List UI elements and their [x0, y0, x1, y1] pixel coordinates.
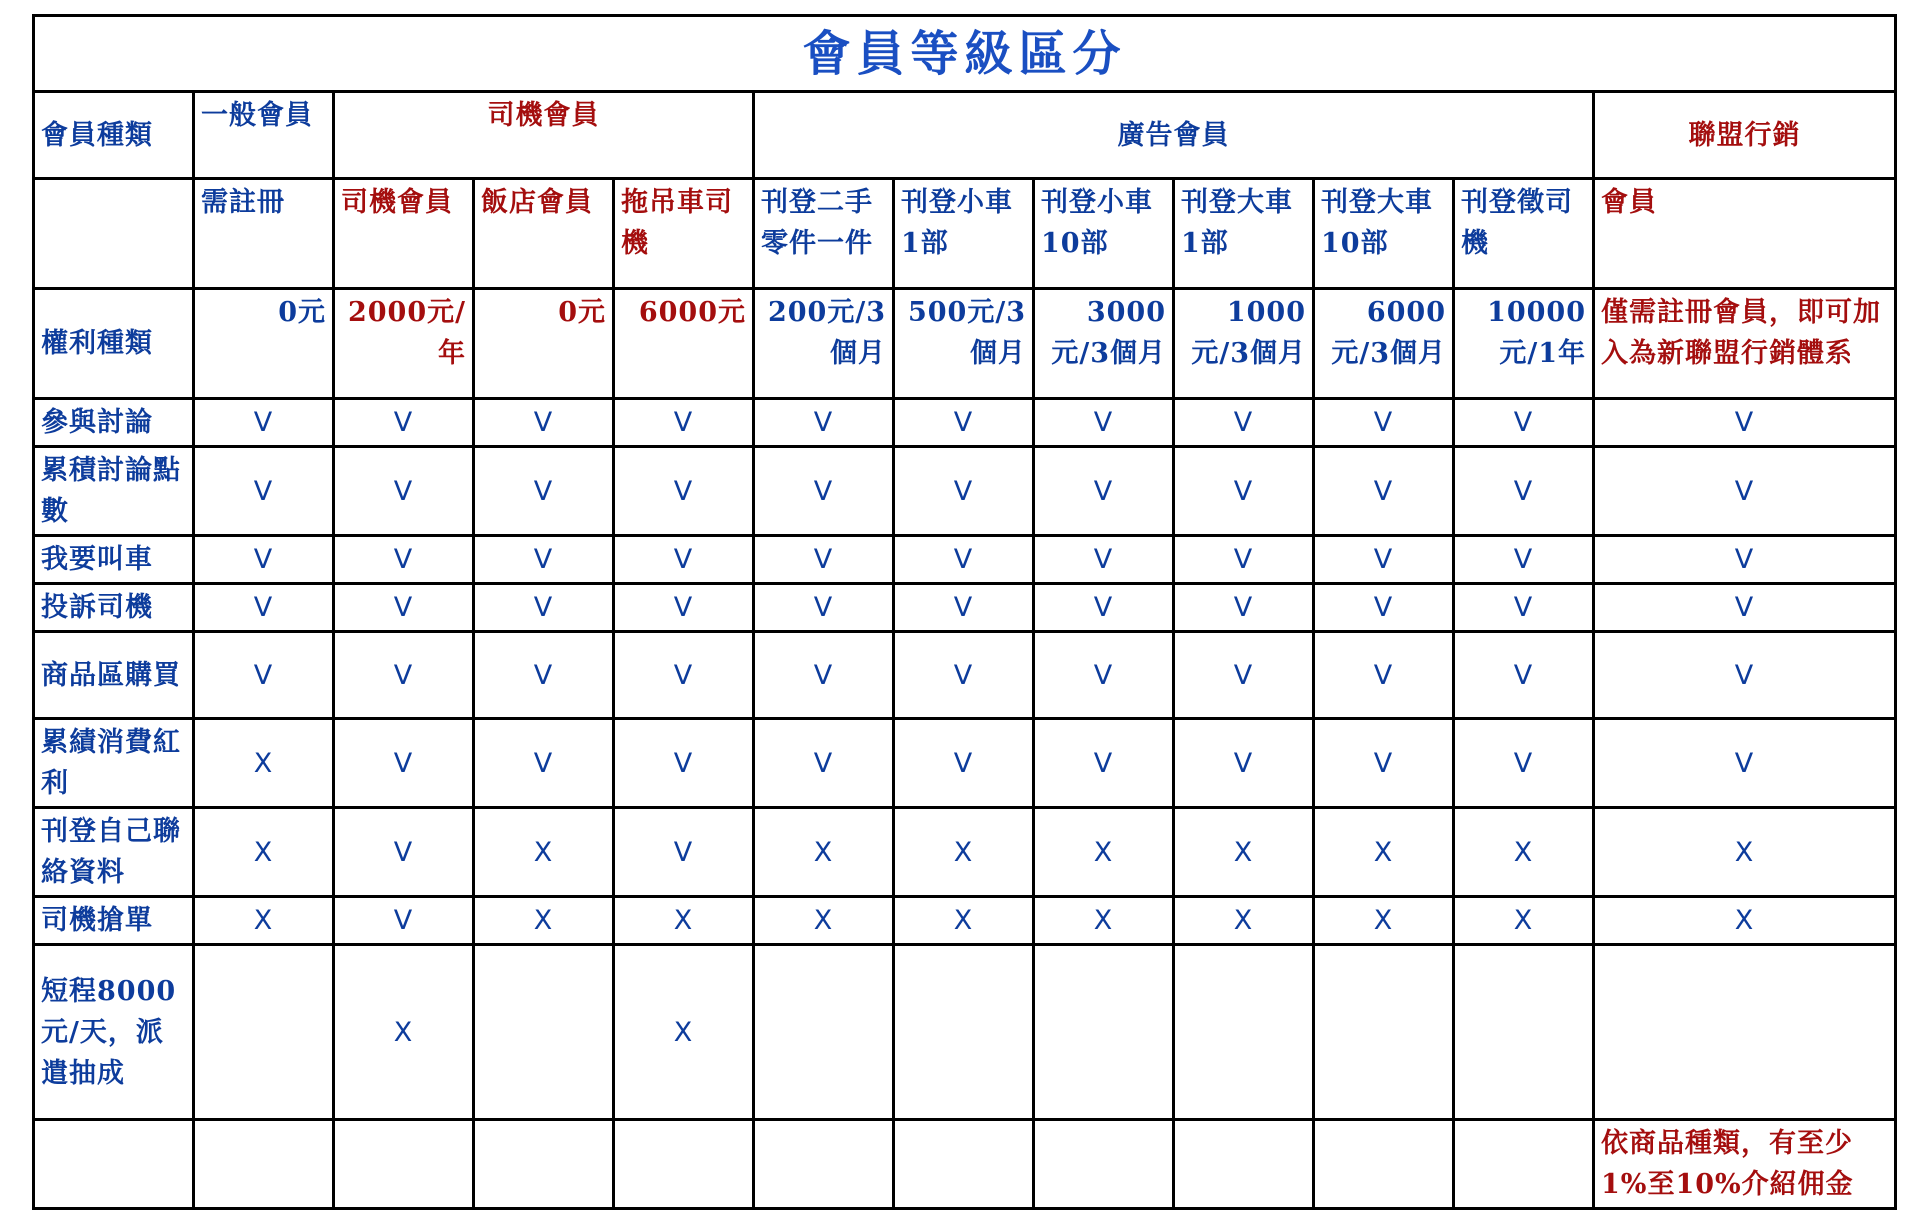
cross-mark: X — [894, 808, 1034, 897]
ad-member-group-header: 廣告會員 — [754, 92, 1594, 179]
subtype-header: 司機會員 — [334, 179, 474, 289]
cross-mark: X — [754, 897, 894, 945]
empty-cell — [1314, 1120, 1454, 1209]
alliance-group-header: 聯盟行銷 — [1594, 92, 1896, 179]
subtype-header: 刊登大車10部 — [1314, 179, 1454, 289]
check-mark: V — [1454, 584, 1594, 632]
check-mark: V — [334, 808, 474, 897]
cross-mark: X — [474, 808, 614, 897]
empty-cell — [1454, 1120, 1594, 1209]
price-cell: 10000元/1年 — [1454, 289, 1594, 399]
check-mark: V — [1314, 584, 1454, 632]
right-label — [34, 1120, 194, 1209]
cross-mark: X — [474, 897, 614, 945]
check-mark: V — [334, 584, 474, 632]
check-mark: V — [334, 536, 474, 584]
check-mark: V — [1174, 719, 1314, 808]
check-mark: V — [1174, 447, 1314, 536]
table-row — [34, 1120, 1896, 1209]
check-mark: V — [1594, 719, 1896, 808]
empty-cell — [1594, 945, 1896, 1120]
price-cell: 6000元/3個月 — [1314, 289, 1454, 399]
check-mark: V — [1034, 719, 1174, 808]
price-cell: 僅需註冊會員，即可加入為新聯盟行銷體系 — [1594, 289, 1896, 399]
empty-cell — [194, 1120, 334, 1209]
right-label: 累績消費紅利 — [34, 719, 194, 808]
price-cell: 2000元/年 — [334, 289, 474, 399]
empty-cell — [614, 1120, 754, 1209]
table-row — [34, 584, 1896, 632]
empty-cell — [474, 945, 614, 1120]
table-row — [34, 945, 1896, 1120]
check-mark: V — [334, 399, 474, 447]
membership-table — [32, 14, 1897, 1210]
check-mark: V — [894, 536, 1034, 584]
empty-cell — [474, 1120, 614, 1209]
check-mark: V — [1034, 399, 1174, 447]
check-mark: V — [894, 584, 1034, 632]
check-mark: V — [1594, 399, 1896, 447]
check-mark: V — [1594, 632, 1896, 719]
empty-cell — [754, 1120, 894, 1209]
check-mark: V — [614, 536, 754, 584]
check-mark: V — [1034, 447, 1174, 536]
general-member-header: 一般會員 — [194, 92, 334, 179]
cross-mark: X — [334, 945, 474, 1120]
empty-cell — [1034, 1120, 1174, 1209]
empty-cell — [1174, 1120, 1314, 1209]
check-mark: V — [1594, 584, 1896, 632]
check-mark: V — [474, 719, 614, 808]
price-cell: 200元/3個月 — [754, 289, 894, 399]
empty-cell — [1314, 945, 1454, 1120]
check-mark: V — [1314, 536, 1454, 584]
subtype-header: 刊登徵司機 — [1454, 179, 1594, 289]
cross-mark: X — [1314, 808, 1454, 897]
check-mark: V — [1314, 399, 1454, 447]
check-mark: V — [1034, 584, 1174, 632]
cross-mark: X — [1594, 808, 1896, 897]
check-mark: V — [1454, 632, 1594, 719]
check-mark: V — [474, 584, 614, 632]
member-type-label: 會員種類 — [34, 92, 194, 179]
price-cell: 6000元 — [614, 289, 754, 399]
empty-cell — [1034, 945, 1174, 1120]
check-mark: V — [754, 536, 894, 584]
subtype-header: 拖吊車司機 — [614, 179, 754, 289]
empty-cell — [1454, 945, 1594, 1120]
check-mark: V — [474, 632, 614, 719]
check-mark: V — [1174, 536, 1314, 584]
subtype-header: 飯店會員 — [474, 179, 614, 289]
cross-mark: X — [1034, 808, 1174, 897]
page-title: 會員等級區分 — [34, 16, 1896, 92]
right-label: 司機搶單 — [34, 897, 194, 945]
check-mark: V — [194, 584, 334, 632]
empty-cell — [894, 1120, 1034, 1209]
check-mark: V — [1034, 536, 1174, 584]
table-row — [34, 808, 1896, 897]
check-mark: V — [334, 897, 474, 945]
check-mark: V — [754, 632, 894, 719]
check-mark: V — [1174, 632, 1314, 719]
check-mark: V — [1594, 536, 1896, 584]
price-cell: 0元 — [474, 289, 614, 399]
empty-cell — [194, 945, 334, 1120]
cross-mark: X — [194, 808, 334, 897]
check-mark: V — [614, 719, 754, 808]
price-cell: 1000元/3個月 — [1174, 289, 1314, 399]
check-mark: V — [1174, 399, 1314, 447]
check-mark: V — [194, 536, 334, 584]
cross-mark: X — [194, 897, 334, 945]
subtype-header: 刊登小車1部 — [894, 179, 1034, 289]
check-mark: V — [754, 447, 894, 536]
cross-mark: X — [614, 945, 754, 1120]
check-mark: V — [1314, 719, 1454, 808]
right-label: 商品區購買 — [34, 632, 194, 719]
empty-cell — [34, 179, 194, 289]
price-cell: 0元 — [194, 289, 334, 399]
cross-mark: X — [1174, 808, 1314, 897]
check-mark: V — [754, 584, 894, 632]
check-mark: V — [1314, 632, 1454, 719]
check-mark: V — [1454, 399, 1594, 447]
check-mark: V — [754, 399, 894, 447]
check-mark: V — [894, 399, 1034, 447]
cross-mark: X — [1454, 808, 1594, 897]
check-mark: V — [894, 632, 1034, 719]
subtype-header: 刊登大車1部 — [1174, 179, 1314, 289]
table-row — [34, 536, 1896, 584]
cross-mark: X — [1594, 897, 1896, 945]
price-cell: 500元/3個月 — [894, 289, 1034, 399]
check-mark: V — [334, 447, 474, 536]
right-label: 我要叫車 — [34, 536, 194, 584]
cross-mark: X — [194, 719, 334, 808]
check-mark: V — [614, 399, 754, 447]
check-mark: V — [1174, 584, 1314, 632]
check-mark: V — [894, 719, 1034, 808]
check-mark: V — [334, 632, 474, 719]
check-mark: V — [334, 719, 474, 808]
check-mark: V — [194, 447, 334, 536]
empty-cell — [334, 1120, 474, 1209]
right-label: 刊登自己聯絡資料 — [34, 808, 194, 897]
cross-mark: X — [894, 897, 1034, 945]
price-cell: 3000元/3個月 — [1034, 289, 1174, 399]
subtype-header: 會員 — [1594, 179, 1896, 289]
cross-mark: X — [1314, 897, 1454, 945]
check-mark: V — [1454, 447, 1594, 536]
table-row — [34, 719, 1896, 808]
table-row — [34, 897, 1896, 945]
check-mark: V — [1454, 719, 1594, 808]
cross-mark: X — [614, 897, 754, 945]
table-row — [34, 632, 1896, 719]
table-row — [34, 399, 1896, 447]
cross-mark: X — [754, 808, 894, 897]
cross-mark: X — [1454, 897, 1594, 945]
right-label: 參與討論 — [34, 399, 194, 447]
cross-mark: X — [1034, 897, 1174, 945]
check-mark: V — [614, 808, 754, 897]
driver-member-group-header: 司機會員 — [334, 92, 754, 179]
note-cell: 依商品種類，有至少1%至10%介紹佣金 — [1594, 1120, 1896, 1209]
cross-mark: X — [1174, 897, 1314, 945]
check-mark: V — [1594, 447, 1896, 536]
check-mark: V — [614, 584, 754, 632]
empty-cell — [1174, 945, 1314, 1120]
empty-cell — [894, 945, 1034, 1120]
empty-cell — [754, 945, 894, 1120]
rights-label: 權利種類 — [34, 289, 194, 399]
check-mark: V — [194, 632, 334, 719]
check-mark: V — [754, 719, 894, 808]
subtype-header: 刊登小車10部 — [1034, 179, 1174, 289]
check-mark: V — [894, 447, 1034, 536]
subtype-header: 刊登二手零件一件 — [754, 179, 894, 289]
check-mark: V — [1454, 536, 1594, 584]
check-mark: V — [474, 536, 614, 584]
table-row — [34, 447, 1896, 536]
subtype-header: 需註冊 — [194, 179, 334, 289]
check-mark: V — [474, 447, 614, 536]
right-label: 累積討論點數 — [34, 447, 194, 536]
check-mark: V — [194, 399, 334, 447]
check-mark: V — [614, 632, 754, 719]
check-mark: V — [1034, 632, 1174, 719]
check-mark: V — [1314, 447, 1454, 536]
check-mark: V — [614, 447, 754, 536]
right-label: 短程8000元/天，派遣抽成 — [34, 945, 194, 1120]
right-label: 投訴司機 — [34, 584, 194, 632]
check-mark: V — [474, 399, 614, 447]
